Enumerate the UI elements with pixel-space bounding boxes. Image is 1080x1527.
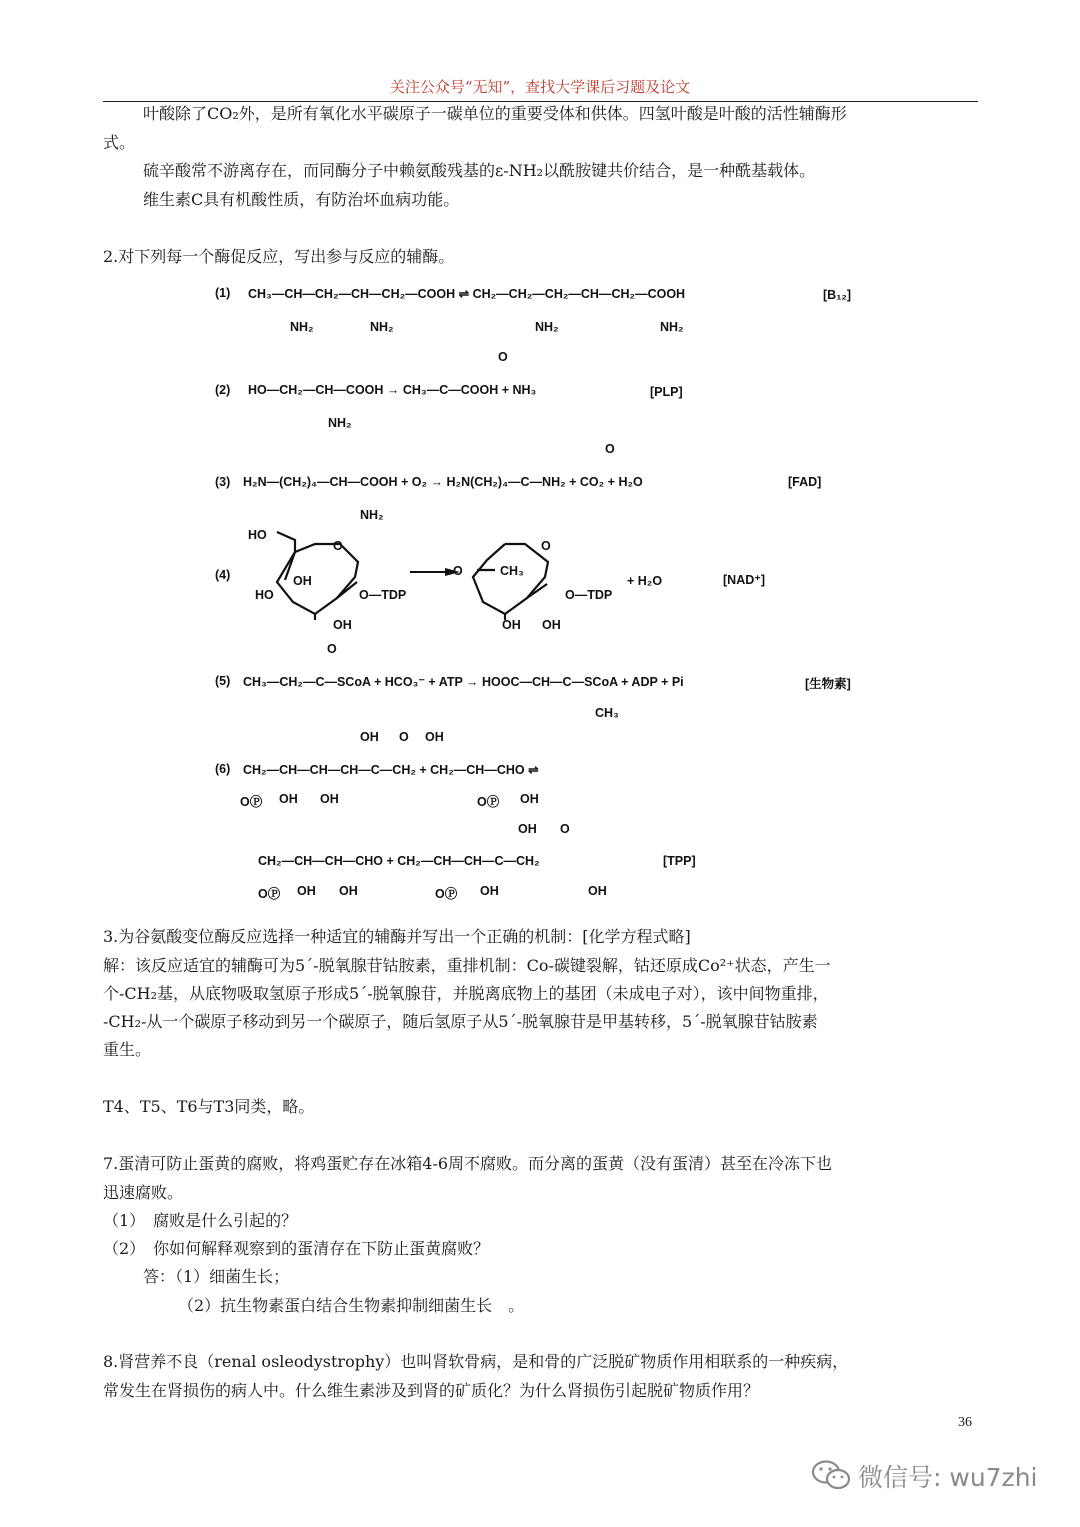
question-heading: 常发生在肾损伤的病人中。什么维生素涉及到肾的矿质化？为什么肾损伤引起脱矿物质作用？ (103, 1381, 760, 1400)
ring-label: OH (333, 618, 352, 632)
substituent: NH₂ (370, 320, 394, 334)
substituent: NH₂ (535, 320, 559, 334)
ring-label: CH₃ (500, 564, 524, 578)
substituent: CH₃ (595, 706, 619, 720)
answer-text: 重生。 (103, 1040, 152, 1059)
reaction-6 (215, 730, 875, 905)
ring-label: OH (542, 618, 561, 632)
watermark-text: 微信号: wu7zhi (858, 1463, 1038, 1492)
reaction-3 (215, 442, 875, 522)
reaction-4 (215, 522, 875, 637)
reaction-equation: CH₂—CH—CH—CH—C—CH₂ + CH₂—CH—CHO ⇌ (243, 763, 539, 777)
cofactor-label: [B₁₂] (823, 288, 852, 302)
answer-text: 解：该反应适宜的辅酶可为5´-脱氧腺苷钴胺素，重排机制：Co-碳键裂解，钴还原成Co²⁺状态，产生一 (103, 956, 831, 975)
ring-label: OH (293, 574, 312, 588)
sub-question: （1） 腐败是什么引起的？ (103, 1211, 298, 1230)
substituent: NH₂ (290, 320, 314, 334)
ring-label: HO (255, 588, 274, 602)
carbonyl-oxygen: O (327, 642, 337, 656)
reaction-label: (2) (215, 383, 231, 397)
ring-label: OH (502, 618, 521, 632)
reaction-label: (5) (215, 674, 231, 688)
question-heading: 7.蛋清可防止蛋黄的腐败，将鸡蛋贮存在冰箱4-6周不腐败。而分离的蛋黄（没有蛋清）甚至在冷冻下也 (103, 1154, 833, 1173)
substituent: OH (480, 884, 499, 898)
ring-label: O—TDP (359, 588, 407, 602)
wechat-icon (810, 1458, 852, 1492)
cofactor-label: [生物素] (805, 677, 851, 691)
answer-text: -CH₂-从一个碳原子移动到另一个碳原子，随后氢原子从5´-脱氧腺苷是甲基转移，5´-脱氧腺苷钴胺素 (103, 1012, 818, 1031)
ring-label: HO (248, 528, 267, 542)
answer-text: 个-CH₂基，从底物吸取氢原子形成5´-脱氧腺苷，并脱离底物上的基团（未成电子对），该中间物重排， (103, 984, 829, 1003)
reaction-product: + H₂O (627, 574, 663, 588)
hydroxyl-label: OH (518, 822, 537, 836)
header-rule (103, 101, 978, 102)
substituent: OⓅ (240, 795, 263, 809)
carbonyl-oxygen: O (498, 350, 508, 364)
substituent: OⓅ (477, 795, 500, 809)
reaction-equation: CH₃—CH—CH₂—CH—CH₂—COOH ⇌ CH₂—CH₂—CH₂—CH—CH₂—COOH (248, 287, 686, 301)
sub-question: （2） 你如何解释观察到的蛋清存在下防止蛋黄腐败？ (103, 1239, 490, 1258)
carbonyl-oxygen: O (399, 730, 409, 744)
reaction-label: (3) (215, 475, 231, 489)
cofactor-label: [FAD] (788, 475, 822, 489)
carbonyl-oxygen: O (605, 442, 615, 456)
reaction-equation: HO—CH₂—CH—COOH → CH₃—C—COOH + NH₃ (248, 383, 537, 397)
reaction-1 (215, 286, 875, 341)
ring-label: O (541, 539, 551, 553)
answer-text: 答：（1）细菌生长； (143, 1267, 290, 1286)
substituent: OⓅ (258, 887, 281, 901)
cofactor-label: [NAD⁺] (723, 573, 766, 587)
reaction-label: (1) (215, 286, 231, 300)
substituent: NH₂ (660, 320, 684, 334)
page-number: 36 (958, 1415, 972, 1430)
substituent: OH (339, 884, 358, 898)
reaction-label: (6) (215, 762, 231, 776)
cofactor-label: [PLP] (650, 385, 683, 399)
reaction-label: (4) (215, 568, 231, 582)
substituent: NH₂ (360, 508, 384, 522)
ring-label: O (333, 539, 343, 553)
substituent: OH (279, 792, 298, 806)
hydroxyl-label: OH (425, 730, 444, 744)
substituent: OH (588, 884, 607, 898)
substituent: OH (320, 792, 339, 806)
watermark (810, 1455, 1060, 1495)
question-heading: 3.为谷氨酸变位酶反应选择一种适宜的辅酶并写出一个正确的机制：[化学方程式略] (103, 927, 691, 946)
reaction-equation: CH₃—CH₂—C—SCoA + HCO₃⁻ + ATP → HOOC—CH—C—SCoA + ADP + Pi (243, 675, 684, 689)
cofactor-label: [TPP] (663, 854, 696, 868)
page-header: 关注公众号“无知”，查找大学课后习题及论文 (389, 78, 691, 96)
substituent: NH₂ (328, 416, 352, 430)
question-heading: 迅速腐败。 (103, 1183, 184, 1202)
ring-label: O—TDP (565, 588, 613, 602)
reaction-equation: CH₂—CH—CH—CHO + CH₂—CH—CH—C—CH₂ (258, 854, 540, 868)
carbonyl-oxygen: O (560, 822, 570, 836)
reaction-2 (215, 350, 875, 430)
paragraph: 叶酸除了CO₂外，是所有氧化水平碳原子一碳单位的重要受体和供体。四氢叶酸是叶酸的活性辅酶形 (143, 104, 847, 123)
paragraph: 硫辛酸常不游离存在，而同酶分子中赖氨酸残基的ε-NH₂以酰胺键共价结合，是一种酰基载体。 (143, 161, 816, 180)
question-heading: 2.对下列每一个酶促反应，写出参与反应的辅酶。 (103, 247, 455, 266)
substituent: OH (297, 884, 316, 898)
question-heading: 8.肾营养不良（renal osleodystrophy）也叫肾软骨病，是和骨的广泛脱矿物质作用相联系的一种疾病， (103, 1352, 849, 1371)
hydroxyl-label: OH (360, 730, 379, 744)
reaction-5 (215, 642, 875, 722)
paragraph: T4、T5、T6与T3同类，略。 (103, 1097, 315, 1116)
ring-label: O (453, 564, 463, 578)
reaction-equation: H₂N—(CH₂)₄—CH—COOH + O₂ → H₂N(CH₂)₄—C—NH₂ + CO₂ + H₂O (243, 475, 643, 489)
paragraph: 维生素C具有机酸性质，有防治坏血病功能。 (143, 190, 460, 209)
substituent: OH (520, 792, 539, 806)
paragraph: 式。 (103, 133, 136, 152)
answer-text: （2）抗生物素蛋白结合生物素抑制细菌生长 。 (178, 1296, 525, 1315)
substituent: OⓅ (435, 887, 458, 901)
